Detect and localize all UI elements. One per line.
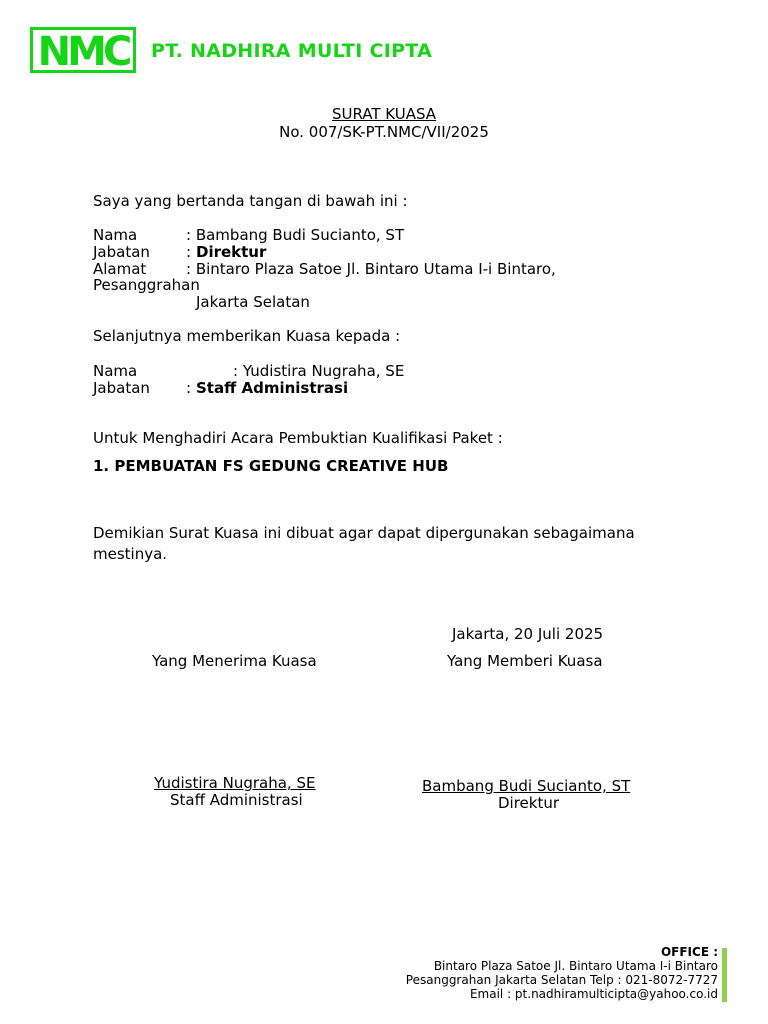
footer-accent-bar xyxy=(722,948,727,1002)
intro-text: Saya yang bertanda tangan di bawah ini : xyxy=(93,192,408,210)
grantor-nama-label: Nama xyxy=(93,226,138,244)
package-item: 1. PEMBUATAN FS GEDUNG CREATIVE HUB xyxy=(93,457,449,475)
grantor-nama-value: : Bambang Budi Sucianto, ST xyxy=(186,226,405,244)
grantee-jabatan-label: Jabatan xyxy=(93,379,150,397)
logo-text: NMC xyxy=(37,30,129,70)
letter-number: No. 007/SK-PT.NMC/VII/2025 xyxy=(279,123,489,141)
grantee-nama-value: : Yudistira Nugraha, SE xyxy=(233,362,405,380)
place-date: Jakarta, 20 Juli 2025 xyxy=(452,625,604,643)
grantee-jabatan-colon: : xyxy=(186,379,192,397)
footer-address-line-1: Bintaro Plaza Satoe Jl. Bintaro Utama I-i Bintaro xyxy=(433,959,718,973)
grantor-alamat-line2: Pesanggrahan xyxy=(93,276,200,294)
giver-title: Direktur xyxy=(498,794,560,812)
giver-name: Bambang Budi Sucianto, ST xyxy=(422,777,631,795)
company-name: PT. NADHIRA MULTI CIPTA xyxy=(151,40,433,62)
footer-email: Email : pt.nadhiramulticipta@yahoo.co.id xyxy=(469,987,718,1001)
nmc-logo-icon xyxy=(33,30,133,70)
transfer-text: Selanjutnya memberikan Kuasa kepada : xyxy=(93,327,401,345)
grantor-jabatan-value: Direktur xyxy=(196,243,267,261)
purpose-text: Untuk Menghadiri Acara Pembuktian Kualifikasi Paket : xyxy=(93,429,503,447)
grantor-alamat-label: Alamat xyxy=(93,260,147,278)
closing-line-2: mestinya. xyxy=(93,545,168,563)
office-label: OFFICE : xyxy=(660,945,718,959)
grantee-nama-label: Nama xyxy=(93,362,138,380)
grantor-jabatan-colon: : xyxy=(186,243,192,261)
grantor-alamat-line3: Jakarta Selatan xyxy=(196,293,310,311)
giver-label: Yang Memberi Kuasa xyxy=(447,652,603,670)
receiver-name: Yudistira Nugraha, SE xyxy=(154,774,316,792)
company-logo xyxy=(30,27,136,73)
receiver-label: Yang Menerima Kuasa xyxy=(152,652,317,670)
grantee-jabatan-value: Staff Administrasi xyxy=(196,379,349,397)
grantor-alamat-value: : Bintaro Plaza Satoe Jl. Bintaro Utama I-i Bintaro, xyxy=(186,260,556,278)
receiver-title: Staff Administrasi xyxy=(170,791,303,809)
letter-title: SURAT KUASA xyxy=(331,105,437,123)
grantor-jabatan-label: Jabatan xyxy=(93,243,150,261)
closing-line-1: Demikian Surat Kuasa ini dibuat agar dapat dipergunakan sebagaimana xyxy=(93,524,635,542)
footer-address-line-2: Pesanggrahan Jakarta Selatan Telp : 021-8072-7727 xyxy=(405,973,718,987)
